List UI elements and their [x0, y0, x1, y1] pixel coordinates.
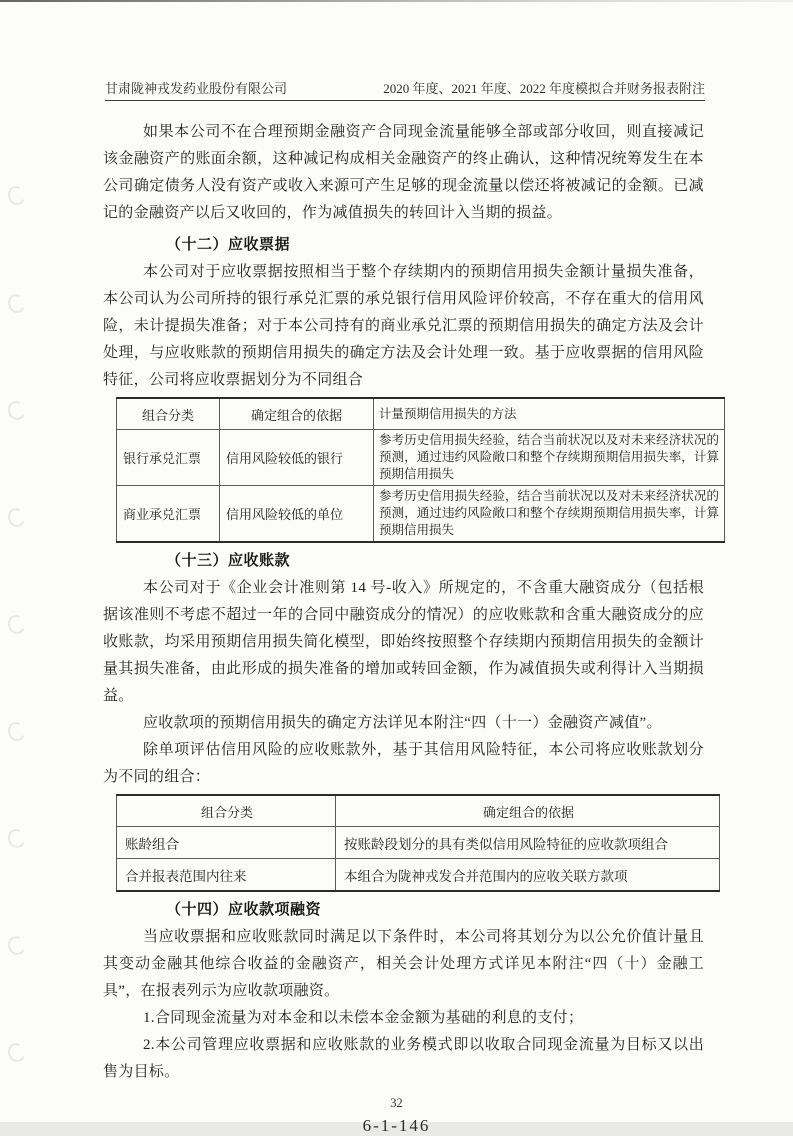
table-cell: 信用风险较低的单位 [220, 486, 374, 543]
scan-binding-mark [5, 934, 27, 957]
header-report-title: 2020 年度、2021 年度、2022 年度模拟合并财务报表附注 [383, 81, 705, 96]
section-14-heading: （十四）应收款项融资 [166, 902, 322, 918]
section-14-item-2: 2.本公司管理应收票据和应收账款的业务模式即以收取合同现金流量为目标又以出售为目标。 [103, 1037, 704, 1080]
table-header-cell: 确定组合的依据 [220, 398, 374, 430]
header-company-name: 甘肃陇神戎发药业股份有限公司 [105, 81, 288, 96]
section-12-paragraph: 本公司对于应收票据按照相当于整个存续期内的预期信用损失金额计量损失准备，本公司认为公司所持的银行承兑汇票的承兑银行信用风险评价较高，不存在重大的信用风险，未计提损失准备；对于本公司持有的商业承兑汇票的预期信用损失的确定方法及会计处理，与应收账款的预期信用损失的确定方法及会计处理一致。基于应收票据的信用风险特征，公司将应收票据划分为不同组合 [103, 264, 704, 388]
table-cell: 信用风险较低的银行 [220, 430, 374, 486]
table-row [117, 430, 725, 486]
section-12-heading: （十二）应收票据 [166, 237, 291, 253]
section-13-heading: （十三）应收账款 [166, 553, 291, 569]
table-cell: 本组合为陇神戎发合并范围内的应收关联方款项 [336, 859, 720, 892]
notes-receivable-table [116, 397, 725, 543]
document-body [103, 119, 719, 1086]
scan-binding-mark [5, 399, 27, 422]
table-header-cell: 组合分类 [117, 398, 220, 430]
scan-binding-mark [5, 720, 27, 743]
scan-binding-mark [5, 827, 27, 850]
scan-binding-mark [5, 613, 27, 636]
section-13-paragraph-3: 除单项评估信用风险的应收账款外，基于其信用风险特征，本公司将应收账款划分为不同的组合： [103, 742, 704, 785]
section-14-paragraph-1: 当应收票据和应收账款同时满足以下条件时，本公司将其划分为以公允价值计量且其变动金融其他综合收益的金融资产，相关会计处理方式详见本附注“四（十）金融工具”，在报表列示为应收款项融资。 [103, 929, 704, 999]
table-header-cell: 确定组合的依据 [336, 795, 720, 827]
table-cell: 按账龄段划分的具有类似信用风险特征的应收款项组合 [336, 827, 720, 859]
section-13-paragraph-2: 应收款项的预期信用损失的确定方法详见本附注“四（十一）金融资产减值”。 [143, 715, 662, 731]
table-cell: 参考历史信用损失经验，结合当前状况以及对未来经济状况的预测，通过违约风险敞口和整个存续期预期信用损失率，计算预期信用损失 [374, 430, 725, 486]
table-header-row [117, 398, 725, 430]
scan-binding-mark [5, 292, 27, 315]
page-footer [0, 1096, 793, 1136]
scan-binding-mark [5, 184, 27, 207]
scan-binding-mark [5, 1041, 27, 1064]
table-row [117, 859, 720, 892]
section-14-item-1: 1.合同现金流量为对本金和以未偿本金金额为基础的利息的支付； [143, 1010, 584, 1026]
section-13-paragraph-1: 本公司对于《企业会计准则第 14 号-收入》所规定的，不含重大融资成分（包括根据该准则不考虑不超过一年的合同中融资成分的情况）的应收账款和含重大融资成分的应收账款，均采用预期信用损失简化模型，即始终按照整个存续期内预期信用损失的金额计量其损失准备，由此形成的损失准备的增加或转回金额，作为减值损失或利得计入当期损益。 [103, 580, 704, 704]
table-cell: 账龄组合 [117, 827, 336, 859]
table-cell: 银行承兑汇票 [117, 430, 220, 486]
intro-paragraph: 如果本公司不在合理预期金融资产合同现金流量能够全部或部分收回，则直接减记该金融资产的账面余额，这种减记构成相关金融资产的终止确认，这种情况统筹发生在本公司确定债务人没有资产或收入来源可产生足够的现金流量以偿还将被减记的金额。已减记的金融资产以后又收回的，作为减值损失的转回计入当期的损益。 [103, 124, 704, 221]
document-header [105, 78, 705, 101]
table-cell: 商业承兑汇票 [117, 486, 220, 543]
table-row [117, 827, 720, 859]
accounts-receivable-table [116, 794, 720, 892]
table-row [117, 486, 725, 543]
table-cell: 参考历史信用损失经验，结合当前状况以及对未来经济状况的预测，通过违约风险敞口和整个存续期预期信用损失率，计算预期信用损失 [374, 486, 725, 543]
table-cell: 合并报表范围内往来 [117, 859, 336, 892]
table-header-cell: 组合分类 [117, 795, 336, 827]
table-header-row [117, 795, 720, 827]
page-number: 32 [390, 1096, 403, 1110]
document-number: 6-1-146 [362, 1116, 431, 1135]
scan-binding-mark [5, 506, 27, 529]
scan-top-edge [0, 0, 793, 2]
table-header-cell: 计量预期信用损失的方法 [374, 398, 725, 430]
